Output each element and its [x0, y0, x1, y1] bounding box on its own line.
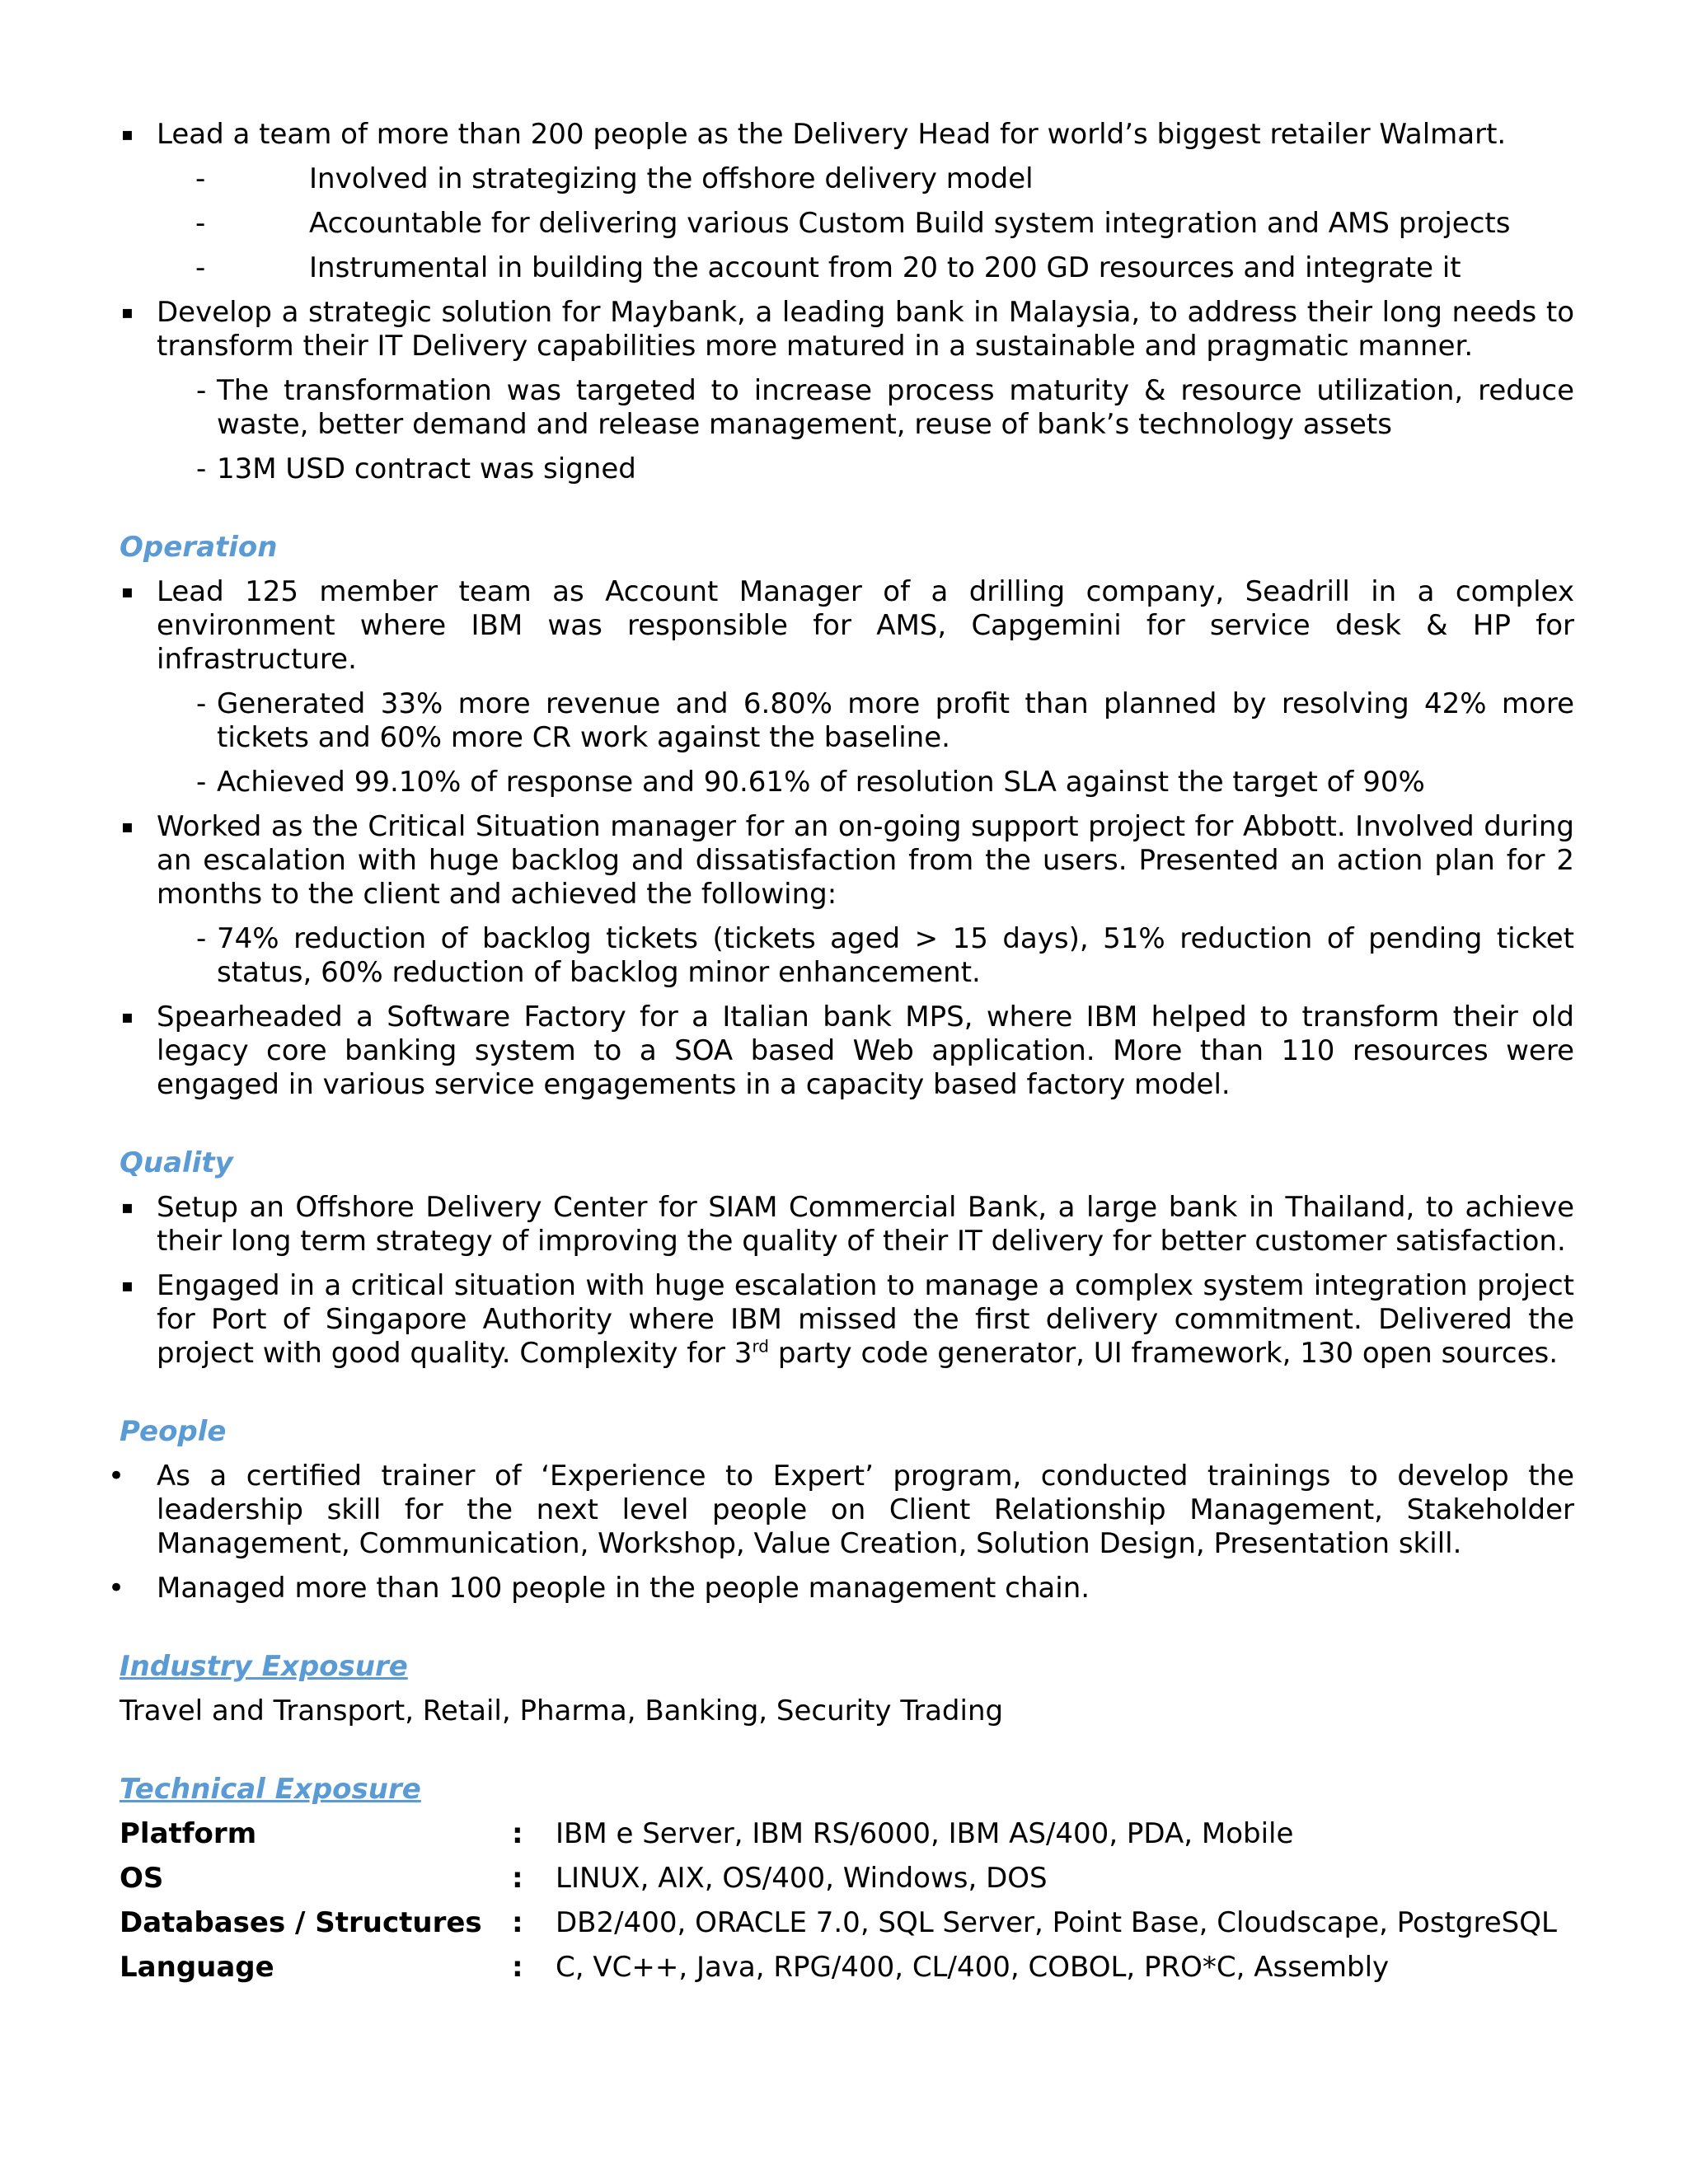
tech-value: IBM e Server, IBM RS/6000, IBM AS/400, PDA, Mobile: [556, 1817, 1294, 1850]
square-bullet-icon: ▪: [121, 817, 134, 837]
bullet-managed: [108, 1572, 1574, 1605]
bullet-text: Setup an Offshore Delivery Center for SIAM Commercial Bank, a large bank in Thailand, to achieve their long term strategy of improving the quality of their IT delivery for better customer satisfaction.: [157, 1191, 1574, 1258]
bullet-seadrill: [120, 575, 1574, 677]
dot-bullet-icon: •: [108, 1572, 125, 1605]
bullet-text: Managed more than 100 people in the people management chain.: [157, 1572, 1090, 1605]
dash-marker: -: [196, 687, 207, 720]
dash-marker: -: [195, 162, 206, 195]
tech-row-os: [120, 1862, 1574, 1896]
sub-item-text: 74% reduction of backlog tickets (tickets aged > 15 days), 51% reduction of pending ticket status, 60% reduction of backlog minor enhancement.: [217, 922, 1574, 989]
sub-item-text: Generated 33% more revenue and 6.80% more profit than planned by resolving 42% more tickets and 60% more CR work against the baseline.: [217, 687, 1574, 754]
bullet-text: Worked as the Critical Situation manager for an on-going support project for Abbott. Involved during an escalation with huge backlog and dissatisfaction from the users. Presented an action plan for 2 months to the client and achieved the following:: [157, 810, 1574, 911]
bullet-text: Develop a strategic solution for Maybank, a leading bank in Malaysia, to address their long needs to transform their IT Delivery capabilities more matured in a sustainable and pragmatic manner.: [157, 296, 1574, 363]
square-bullet-icon: ▪: [121, 302, 134, 323]
tech-value: DB2/400, ORACLE 7.0, SQL Server, Point Base, Cloudscape, PostgreSQL: [556, 1906, 1557, 1939]
bullet-text-continued: party code generator, UI framework, 130 open sources.: [769, 1337, 1559, 1370]
bullet-mps: [120, 1001, 1574, 1102]
tech-value: C, VC++, Java, RPG/400, CL/400, COBOL, PRO*C, Assembly: [556, 1951, 1390, 1984]
bullet-text: Engaged in a critical situation with huge escalation to manage a complex system integration project for Port of Singapore Authority where IBM missed the first delivery commitment. Delivered the project with good quality. Complexity for 3: [157, 1269, 1574, 1370]
tech-label: Language: [120, 1951, 274, 1984]
bullet-abbott: [120, 810, 1574, 912]
bullet-psa: [120, 1269, 1574, 1371]
tech-row-databases: [120, 1906, 1574, 1940]
sub-item: [120, 374, 1574, 442]
bullet-maybank: [120, 296, 1574, 363]
tech-colon: :: [512, 1906, 523, 1939]
bullet-walmart: [120, 118, 1574, 152]
sub-item: [120, 766, 1574, 799]
sub-item: [120, 162, 1574, 196]
bullet-text: Spearheaded a Software Factory for a Italian bank MPS, where IBM helped to transform their old legacy core banking system to a SOA based Web application. More than 110 resources were engaged in various service engagements in a capacity based factory model.: [157, 1001, 1574, 1101]
tech-row-language: [120, 1951, 1574, 1985]
dash-marker: -: [196, 766, 207, 799]
tech-row-platform: [120, 1817, 1574, 1851]
dash-marker: -: [196, 452, 207, 485]
superscript: rd: [752, 1336, 770, 1357]
section-heading-industry: Industry Exposure: [120, 1650, 408, 1683]
tech-label: Databases / Structures: [120, 1906, 482, 1939]
section-heading-technical: Technical Exposure: [120, 1773, 421, 1806]
section-heading-quality: Quality: [120, 1146, 233, 1179]
tech-colon: :: [512, 1817, 523, 1850]
square-bullet-icon: ▪: [121, 1276, 134, 1296]
dot-bullet-icon: •: [108, 1460, 125, 1493]
sub-item: [120, 251, 1574, 285]
dash-marker: -: [196, 922, 207, 955]
tech-label: Platform: [120, 1817, 257, 1850]
industry-text: Travel and Transport, Retail, Pharma, Banking, Security Trading: [120, 1694, 1004, 1727]
sub-item: [120, 687, 1574, 755]
section-heading-operation: Operation: [120, 531, 278, 564]
sub-item-text: Achieved 99.10% of response and 90.61% of resolution SLA against the target of 90%: [217, 766, 1425, 799]
sub-item: [120, 452, 1574, 486]
square-bullet-icon: ▪: [121, 124, 134, 145]
sub-item-text: Involved in strategizing the offshore delivery model: [309, 162, 1034, 195]
sub-item: [120, 922, 1574, 990]
resume-content: [108, 118, 1574, 1995]
bullet-text: Lead a team of more than 200 people as the Delivery Head for world’s biggest retailer Walmart.: [157, 118, 1507, 151]
sub-item-text: 13M USD contract was signed: [217, 452, 636, 485]
sub-item-text: The transformation was targeted to increase process maturity & resource utilization, reduce waste, better demand and release management, reuse of bank’s technology assets: [217, 374, 1574, 441]
tech-label: OS: [120, 1862, 164, 1895]
sub-item-text: Instrumental in building the account from 20 to 200 GD resources and integrate it: [309, 251, 1461, 284]
bullet-text: As a certified trainer of ‘Experience to Expert’ program, conducted trainings to develop the leadership skill for the next level people on Client Relationship Management, Stakeholder Management, Communication, Workshop, Value Creation, Solution Design, Presentation skill.: [157, 1460, 1574, 1560]
bullet-text: Lead 125 member team as Account Manager of a drilling company, Seadrill in a complex environment where IBM was responsible for AMS, Capgemini for service desk & HP for infrastructure.: [157, 575, 1574, 676]
tech-value: LINUX, AIX, OS/400, Windows, DOS: [556, 1862, 1048, 1895]
tech-colon: :: [512, 1951, 523, 1984]
dash-marker: -: [196, 374, 207, 407]
square-bullet-icon: ▪: [121, 1197, 134, 1218]
tech-colon: :: [512, 1862, 523, 1895]
square-bullet-icon: ▪: [121, 582, 134, 602]
square-bullet-icon: ▪: [121, 1007, 134, 1028]
bullet-siam: [120, 1191, 1574, 1258]
dash-marker: -: [195, 251, 206, 284]
dash-marker: -: [195, 207, 206, 240]
section-heading-people: People: [120, 1415, 227, 1448]
bullet-trainer: [108, 1460, 1574, 1561]
sub-item-text: Accountable for delivering various Custom Build system integration and AMS projects: [309, 207, 1511, 240]
sub-item: [120, 207, 1574, 241]
